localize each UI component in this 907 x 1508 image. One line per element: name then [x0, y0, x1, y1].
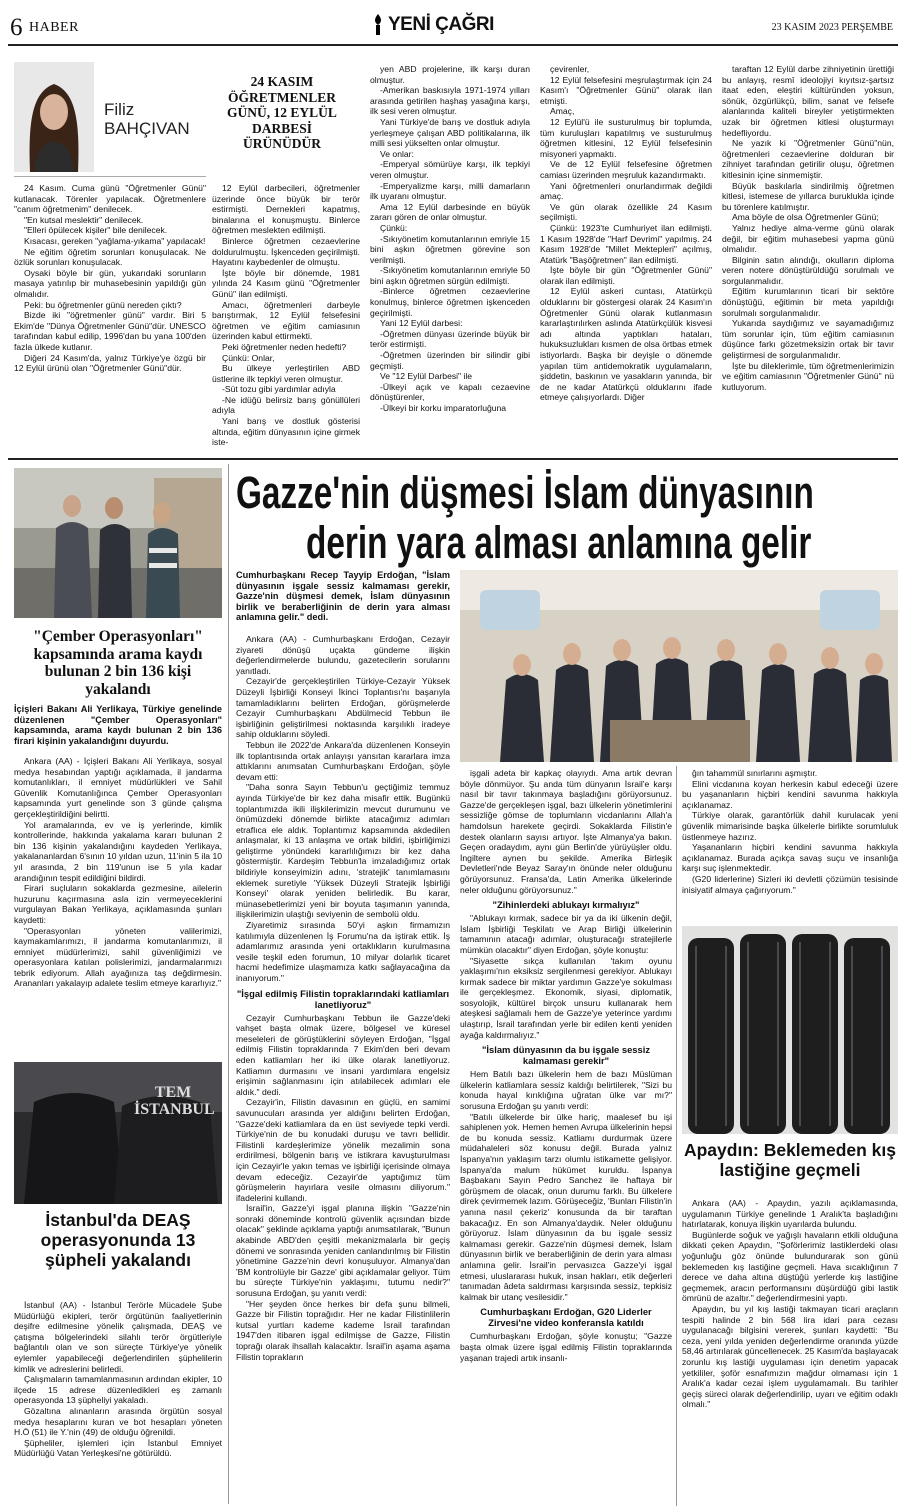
- paragraph: taraftan 12 Eylül darbe zihniyetinin ürettiği bu anlayış, resmî ideolojiyi kıyıtsız-şartsız itaat eden, eleştiri kültüründen yoksun, sönük, özgürlükçü, bilim, sanat ve felsefe alanlarında kaliteli bireyler yetiştirmekten uzak bir öğretmen kitlesi oluşturmayı hedefliyordu.: [722, 64, 894, 138]
- paragraph: yen ABD projelerine, ilk karşı duran olmuştur.: [370, 64, 530, 85]
- paragraph: 24 Kasım. Cuma günü "Öğretmenler Günü" kutlanacak. Törenler yapılacak. Öğretmenlere "canım öğretmenim" denilecek.: [14, 183, 206, 215]
- subheading: Cumhurbaşkanı Erdoğan, G20 Liderler Zirvesi'ne video konferansla katıldı: [480, 1306, 652, 1329]
- paragraph: Tebbun ile 2022'de Ankara'da düzenlenen Konseyin ilk toplantısında ortak anlayışı yansıtan kararlara imza attıklarını anımsatan Cumhurbaşkanı Erdoğan, şöyle devam etti:: [236, 739, 450, 782]
- paragraph: Ve gün olarak özellikle 24 Kasım seçilmişti.: [540, 201, 712, 223]
- paragraph: -Amerikan baskısıyla 1971-1974 yılları arasında getirilen haşhaş yasağına karşı, ilk sesi veren olmuştur.: [370, 85, 530, 117]
- paragraph: Elini vicdanına koyan herkesin kabul edeceği üzere bu yaşananların hiçbiri kendini savunma hakkıyla açıklanamaz.: [682, 778, 898, 810]
- paragraph: -Ne idüğü belirsiz barış gönüllüleri adıyla: [212, 394, 360, 416]
- paragraph: Çalışmaların tamamlanmasının ardından ekipler, 10 ilçede 15 adrese düzenledikleri eş zamanlı operasyonda 13 şüpheliyi yakaladı.: [14, 1374, 222, 1406]
- paragraph: -Öğretmen üzerinden bir silindir gibi geçmişti.: [370, 350, 530, 371]
- paragraph: -Emperyal sömürüye karşı, ilk tepkiyi veren olmuştur.: [370, 159, 530, 180]
- paragraph: Bizde iki "öğretmenler günü" vardır. Biri 5 Ekim'de "Dünya Öğretmenler Günü"dür. UNESCO tarafından kabul edilip, 1996'dan bu yana 100'den fazla ülkede kutlanır.: [14, 310, 206, 352]
- paragraph: 12 Eylül askeri cuntası, Atatürkçü olduklarını bir göstergesi olarak 24 Kasım'ın Öğretmenler Günü olarak kutlanmasın kararlaştırılırken aslında Atatürkçülük kisvesi adı altında yaptıkları hataları, hukuksuzlukları kısmen de olsa örtbas etmek istiyorlardı. Başka bir deyişle o dönemde yapılan tüm antidemokratik uygulamaların, şiddetin, baskının ve yasakların yanında, bir de ne kadar Atatürkçü olduklarını ifade etmeye çalışıyorlardı. Diğer: [540, 286, 712, 403]
- gazze-headline: [236, 468, 898, 568]
- column-col4: [540, 64, 712, 452]
- paragraph: Amacı, öğretmenleri darbeyle barıştırmak, 12 Eylül felsefesini öğretmen ve eğitim camiasının üzerinden kabul ettirmekti.: [212, 299, 360, 342]
- paragraph: "Ablukayı kırmak, sadece bir ya da iki ülkenin değil, İslam İşbirliği Teşkilatı ve Arap Birliği ülkelerinin tamamının atacağı adımlar, oluşturacağı stratejilerle mümkün olacaktır" diyen Erdoğan, şöyle konuştu:: [460, 913, 672, 955]
- column-col1: [14, 183, 206, 451]
- page-number: 6: [10, 14, 23, 41]
- paragraph: -Öğretmen dünyası üzerinde büyük bir terör estirmişti.: [370, 328, 530, 350]
- paragraph: Amaç,: [550, 106, 575, 117]
- subheading: "İşgal edilmiş Filistin topraklarındaki katliamları lanetliyoruz": [236, 987, 450, 1010]
- paragraph: Yol aramalarında, ev ve iş yerlerinde, kimlik kontrollerinde, hakkında yakalama kararı bulunan 2 bin 136 kişinin yakalandığını kaydeden Yerlikaya, yakalananlardan 6'sının 10 yıldan uzun, 11'inin 5 ila 10 yıl arasında, 2 bin 119'unun ise 5 yıla kadar arandığının tespit edildiğini bildirdi.: [14, 819, 222, 883]
- paragraph: Ne eğitim öğretim sorunları konuşulacak. Ne özlük sorunları konuşulacak.: [14, 246, 206, 268]
- deas-title: İstanbul'da DEAŞ operasyonunda 13 şüpheli yakalandı: [40, 1210, 196, 1270]
- tire-title: Apaydın: Beklemeden kış lastiğine geçmeli: [683, 1140, 897, 1180]
- paragraph: Firari suçluların sokaklarda gezmesine, ailelerin huzurunu kaçırmasına asla izin vermeyeceklerini vurgulayan Bakan Yerlikaya, açıklamasında şunları kaydetti:: [14, 883, 222, 925]
- paragraph: -Emperyalizme karşı, milli damarların ilk uyaranı olmuştur.: [370, 180, 530, 202]
- operation-title: "Çember Operasyonları" kapsamında arama kaydı bulunan 2 bin 136 kişi yakalandı: [33, 628, 203, 698]
- gazze-col1: [236, 634, 450, 1504]
- paragraph: Ama 12 Eylül darbesinde en büyük zararı gören de onlar olmuştur.: [370, 201, 530, 223]
- gazze-col3: [682, 768, 898, 920]
- paragraph: Bu ülkeye yerleştirilen ABD üstlerine ilk tepkiyi veren olmuştur.: [212, 363, 360, 384]
- paragraph: Gözaltına alınanların arasında örgütün sosyal medya hesaplarını kuran ve bot hesapları yöneten H.Ö (51) ile Y.'nin (49) de olduğu öğrenildi.: [14, 1405, 222, 1438]
- erdogan-plane-photo: [460, 570, 898, 762]
- paragraph: çevirenler,: [550, 64, 590, 74]
- subheading: "Zihinlerdeki ablukayı kırmalıyız": [492, 899, 640, 911]
- paragraph: -Süt tozu gibi yardımlar adıyla: [222, 384, 336, 395]
- paragraph: Yalnız hediye alma-verme günü olarak değil, bir eğitim muhasebesi yapma günü olmalıdır.: [722, 222, 894, 255]
- paragraph: Cezayir'de gerçekleştirilen Türkiye-Cezayir Yüksek Düzeyli İşbirliği Konseyi İkinci Toplantısı'nı başarıyla tamamladıklarını belirten Erdoğan, görüşmelerde Cezayir Cumhurbaşkanı Abdülmecid Tebbun ile işbirliğinin geliştirilmesi noktasında karşılıklı iradeye sahip olduklarını söyledi.: [236, 676, 450, 740]
- operation-body: [14, 756, 222, 1056]
- paragraph: Yani Türkiye'de barış ve dostluk adıyla yerleşmeye çalışan ABD politikalarına, ilk milli sesi yükselten onlar olmuştur.: [370, 116, 530, 149]
- paragraph: Yaşananların hiçbiri kendini savunma hakkıyla açıklanamaz. Burada açıkça savaş suçu ve insanlığa karşı suç işlenmektedir.: [682, 842, 898, 874]
- paragraph: -Binlerce öğretmen cezaevlerine konulmuş, binlerce öğretmen işkenceden geçirilmişti.: [370, 286, 530, 318]
- paragraph: Türkiye olarak, garantörlük dahil kurulacak yeni güvenlik mimarisinde başka ülkelerle birlikte sorumluluk üstlenmeye hazırız.: [682, 810, 898, 842]
- operation-lead: İçişleri Bakanı Ali Yerlikaya, Türkiye genelinde düzenlenen "Çember Operasyonları" kapsamında, arama kaydı bulunan 2 bin 136 firari kişinin yakalandığını duyurdu.: [14, 704, 222, 746]
- subheading: "İslam dünyasının da bu işgale sessiz kalmaması gerekir": [481, 1044, 651, 1067]
- paragraph: Eğitim kurumlarının ticari bir sektöre dönüştüğü, eğitimin bir meta yapıldığı sorulmalı sorgulanmalıdır.: [722, 286, 894, 318]
- paragraph: Çünkü: Onlar,: [222, 352, 275, 363]
- operation-photo: [14, 468, 222, 618]
- paragraph: İşte böyle bir dönemde, 1981 yılında 24 Kasım günü "Öğretmenler Günü" ilan edilmişti.: [212, 267, 360, 299]
- gazze-headline-line2: derin yara alması anlamına gelir: [306, 517, 812, 568]
- column-title: 24 KASIM ÖĞRETMENLER GÜNÜ, 12 EYLÜL DARBESİ ÜRÜNÜDÜR: [227, 74, 337, 151]
- gazze-headline-line1: Gazze'nin düşmesi İslam dünyasının: [236, 467, 814, 518]
- torch-icon: [371, 14, 385, 36]
- paragraph: Yani barış ve dostluk gösterisi altında, eğitim dünyasının içine girmek iste-: [212, 416, 360, 448]
- paragraph: 12 Eylül felsefesini meşrulaştırmak için 24 Kasım'ı "Öğretmenler Günü" olarak ilan etmişti.: [540, 74, 712, 106]
- paragraph: "Siyasette sıkça kullanılan 'takım oyunu yaklaşımı'nın eksiksiz sergilenmesi gerekiyor. Ablukayı kırmak sadece bir miktar yardımın Gazze'ye sokulması ile gerçekleşmez. Ekonomik, siyasi, diplomatik, sosyolojik, kültürel birçok unsuru kullanarak hem ateşkesi sağlamalı hem de Gazze'ye yeterince yardımı ulaştırıp, İsrail tarafından yerle bir edilen kenti yeniden ayağa kaldırmalıyız.": [460, 955, 672, 1040]
- tire-body: [682, 1198, 898, 1506]
- column-col5: [722, 64, 894, 452]
- paragraph: Ankara (AA) - Cumhurbaşkanı Erdoğan, Cezayir ziyareti dönüşü uçakta gündeme ilişkin değerlendirmelerde bulundu, gazetecilerin sorularını yanıtladı.: [236, 634, 450, 676]
- paragraph: Yani 12 Eylül darbesi:: [380, 318, 463, 329]
- paragraph: "Daha sonra Sayın Tebbun'u geçtiğimiz temmuz ayında Türkiye'de bir kez daha misafir ettik. Bugünkü toplantımızda ikili ilişkilerimizin mevcut durumunu ve önümüzdeki dönemde birlikte atacağımız adımları etraflıca ele aldık. Toplantımız kapsamında akdedilen anlaşmalar, ki 13 anlaşma ve ortak bildiri, işbirliğimizi geliştirme yönündeki kararlılığımızı bir kez daha göstermiştir. Kardeşim Tebbun'la imzaladığımız ortak bildiriyle konseyimizin adını, 'stratejik' tanımlamasını eklemek suretiyle 'Yüksek Düzeyli Stratejik İşbirliği Konseyi' olarak yeniden belirledik. Bu karar, münasebetlerimizi yeni bir boyuta taşımanın yanında, ilişkilerimizin ulaştığı seviyenin de sembolü oldu.: [236, 782, 450, 920]
- paragraph: Cumhurbaşkanı Erdoğan, şöyle konuştu; "Gazze başta olmak üzere işgal edilmiş Filistin topraklarında yaşanan trajedi artık insanlı-: [460, 1331, 672, 1363]
- paragraph: Yukarıda saydığımız ve sayamadığımız tüm sorunlar için, tüm eğitim camiasının düşünce farkı gözetmeksizin ortak bir tavır geliştirmesi de sorgulanmalıdır.: [722, 318, 894, 361]
- paragraph: -Sıkıyönetim komutanlarının emriyle 50 bini aşkın öğretmen sürgün edilmişti.: [370, 265, 530, 286]
- tire-photo: [682, 926, 898, 1134]
- paragraph: Büyük baskılarla sindirilmiş öğretmen kitlesi, istemese de yıllarca buruklukla içinde bu törenlere katılmıştır.: [722, 180, 894, 212]
- paragraph: "Elleri öpülecek kişiler" bile denilecek.: [24, 225, 168, 236]
- section-label: HABER: [29, 20, 79, 35]
- paragraph: Peki: bu öğretmenler günü nereden çıktı?: [24, 299, 182, 310]
- author-first-name: Filiz: [104, 100, 135, 119]
- paragraph: "Her şeyden önce herkes bir defa şunu bilmeli, Gazze bir Filistin toprağıdır. Her ne kadar Filistinlilerin kutsal yurtları kademe kademe İsrail tarafından 1947'den itibaren işgal edilmişse de Gazze, Filistin toprağı olarak ihsallah kalacaktır. İsrail'in aşama aşama Filistin toprakların: [236, 1298, 450, 1362]
- column-col2: [212, 183, 360, 451]
- paragraph: -Ülkeyi açık ve kapalı cezaevine dönüştürenler,: [370, 381, 530, 403]
- column-col3: [370, 64, 530, 452]
- tem-badge: TEM İSTANBUL: [134, 1084, 215, 1118]
- masthead-title: YENİ ÇAĞRI: [388, 14, 494, 35]
- paragraph: (G20 liderlerine) Sizleri iki devletli çözümün tesisinde inisiyatif almaya çağırıyorum.": [682, 873, 898, 895]
- paragraph: Ziyaretimiz sırasında 50'yi aşkın firmamızın katılımıyla düzenlenen İş Forumu'na da iştirak ettik. İş adamlarımız arasında yeni ortaklıkların kurulmasına vesile teşkil eden forumun, 10 milyar dolarlık ticaret hacmi hedefimize ulaşmamıza katkı sağlayacağına da inanıyorum.": [236, 920, 450, 983]
- paragraph: İsrail'in, Gazze'yi işgal planına ilişkin "Gazze'nin sonraki döneminde kontrolü güvenlik açısından bizde olacak" şeklinde açıklama yaptığı anımsatılarak, "Bunun akabinde ABD'den çeşitli mekanizmalarla bir geçiş dönemi ve sonrasında yeniden canlandırılmış bir Filistin yönetimine Gazze'nin devri konuşuluyor. Almanya'dan 'BM kontrolüyle bir Gazze' gibi açıklamalar geliyor. Tüm bu süreçte Türkiye'nin yaklaşımı, tutumu nedir?" sorusuna Erdoğan, şu yanıtı verdi:: [236, 1203, 450, 1299]
- paragraph: İstanbul (AA) - İstanbul Terörle Mücadele Şube Müdürlüğü ekipleri, terör örgütünün faaliyetlerinin deşifre edilmesine yönelik çalışmada, DEAŞ ve çatışma bölgelerindeki silahlı terör örgütleriyle bağlantılı olan ve son süreçte Türkiye'ye yönelik eylemler yapabileceği değerlendirilen şüphelilerin kimlik ve adreslerini belirledi.: [14, 1300, 222, 1374]
- deas-photo: [14, 1062, 222, 1204]
- paragraph: Çünkü:: [380, 222, 408, 233]
- paragraph: Şüpheliler, işlemleri için İstanbul Emniyet Müdürlüğü Vatan Yerleşkesi'ne götürüldü.: [14, 1437, 222, 1459]
- paragraph: "Operasyonları yöneten valilerimizi, kaymakamlarımızı, il jandarma komutanlarımızı, il emniyet müdürlerimizi, sahil güvenliğimizi ve operasyonlara katılan polislerimizi, jandarmalarımızı tebrik ediyorum. Allah ayağınıza taş değdirmesin. Arananları yakalayıp adalete teslim etmeye kararlıyız.": [14, 925, 222, 989]
- paragraph: Apaydın, bu yıl kış lastiği takmayan ticari araçların tespiti halinde 2 bin 568 lira idari para cezası uygulanacağı bilgisini vererek, şunları kaydetti: "Bu ceza, yeni yılda yeniden değerlendirme oranında yüzde 58,46 artırılarak güncellenecek. 25 Kasım'da başlayacak zorunlu kış lastiği uygulaması için denetim yapacak yetkililer, şoför esnafımızın mağdur olmaması için 1 Aralık'a kadar cezai işlem uygulamamalı. Bu tarihler geçiş süreci olarak değerlendirilip, uyarı ve eğitim odaklı olmalı.": [682, 1303, 898, 1410]
- paragraph: Peki öğretmenler neden hedefti?: [222, 341, 347, 352]
- paragraph: "Batılı ülkelerde bir ülke hariç, maalesef bu işi sahiplenen yok. Hemen hemen Avrupa ülkelerinin hepsi de bu konuda sessiz. Katliamı durdurmak üzere müdahaleleri söz konusu değil. Burada yalnız İspanya'nın yaklaşım tarzı olumlu istikamette gelişiyor. İspanya'da malum hükümet kuruldu. İspanya Başbakanı Sayın Pedro Sanchez ile haftaya bir görüşmem de olacak, onun durumu farklı. Bu ülkelere direk çevirmemek lazım. Görüşeceğiz, 'Bunları Filistin'in yanına nasıl çekeriz' konusunda da bir taraftan bakacağız. En son Almanya'daydık. Neler olduğunu görüyoruz. İslam dünyasının da bu işgale sessiz kalmaması gerekir. Gazze'nin düşmesi demek, İslam dünyasının birlik ve beraberliğinin de derin yara alması anlamına gelir. İsrail'in pervasızca Gazze'yi işgal etmesi, uluslararası hukuk, insan hakları, etik değerleri tanımadan âdeta saldırması karşısında sessiz, tepkisiz kalmak bir utanç vesilesidir.": [460, 1111, 672, 1302]
- paragraph: ğın tahammül sınırlarını aşmıştır.: [692, 768, 818, 778]
- paragraph: Ankara (AA) - İçişleri Bakanı Ali Yerlikaya, sosyal medya hesabından yaptığı açıklamada, il jandarma komutanlıkları, il emniyet müdürlükleri ve Sahil Güvenlik Komutanlığınca Çember Operasyonları kapsamında yurt genelinde son 3 günde çalışma gerçekleştirildiğini belirtti.: [14, 756, 222, 819]
- page-header: [0, 0, 907, 46]
- author-last-name: BAHÇIVAN: [104, 119, 190, 138]
- paragraph: 12 Eylül darbecileri, öğretmenler üzerinde önce büyük bir terör estirmişti. Dernekleri kapatmış, binalarına el konuşmuştu. Binlerce öğretmen meslekten edilmişti.: [212, 183, 360, 236]
- paragraph: Ve onlar:: [380, 148, 414, 159]
- author-photo: [14, 62, 94, 172]
- issue-date: 23 KASIM 2023 PERŞEMBE: [771, 22, 893, 33]
- paragraph: işgali adeta bir kapkaç olayıydı. Ama artık devran böyle dönmüyor. Şu anda tüm dünyanın İsrail'e karşı nasıl bir tavır takınmaya başladığını görüyorsunuz. Gazze'de gerçekleşen işgal, bazı ülkelerin yönetimlerini sessizliğe gömse de toplumların vicdanlarını Allah'a hamdolsun harekete geçirdi. Sokaklarda Filistin'e destek olanların sayısı artıyor. İşte Almanya'ya bakın. Geçen oradaydım, aynı gün Berlin'de yürüyüşler oldu. İngiltere aynen bu şekilde. Amerika Birleşik Devletleri'nde Beyaz Saray'ın önünde neler olduğunu görüyorsunuz. Fransa'da, Latin Amerika ülkelerinde neler olduğunu görüyorsunuz.": [460, 768, 672, 895]
- paragraph: Hem Batılı bazı ülkelerin hem de bazı Müslüman ülkelerin katliamlara sessiz kaldığı belirtilerek, "Sizi bu konuda hayal kırıklığına uğratan ülke var mı?" sorusuna Erdoğan şu yanıtı verdi:: [460, 1069, 672, 1112]
- deas-body: [14, 1300, 222, 1505]
- paragraph: Kısacası, gereken "yağlama-yıkama" yapılacak!: [24, 235, 206, 246]
- paragraph: "En kutsal meslektir" denilecek.: [24, 214, 144, 225]
- paragraph: İşte böyle bir gün "Öğretmenler Günü" olarak ilan edilmişti.: [540, 265, 712, 286]
- paragraph: İşte bu dileklerimle, tüm öğretmenlerimizin ve eğitim camiasının "Öğretmenler Günü" nü kutluyorum.: [722, 360, 894, 392]
- masthead-logo: [371, 12, 494, 38]
- gazze-col2: [460, 768, 672, 1506]
- paragraph: Ne yazık ki "Öğretmenler Günü"nün, öğretmenleri cezaevlerine dolduran bir zihniyet tarafından getirilir oluşu, öğretmen kitlesinin içine sinmemiştir.: [722, 138, 894, 180]
- paragraph: Ama böyle de olsa Öğretmenler Günü;: [732, 212, 879, 223]
- paragraph: Bilginin satın alındığı, okulların diploma veren notere dönüştürüldüğü sorulmalı ve sorgulanmalıdır.: [722, 254, 894, 286]
- paragraph: Cezayir Cumhurbaşkanı Tebbun ile Gazze'deki vahşet başta olmak üzere, bölgesel ve küresel meseleleri de görüştüklerini söyleyen Erdoğan, "İşgal edilmiş Filistin topraklarında 7 Ekim'den beri devam eden katliamları her iki ülke olarak lanetliyoruz. Katliamın durmasını ve insani yardımlara engelsiz erişimin sağlanmasını için atılabilecek adımları ele aldık." dedi.: [236, 1012, 450, 1097]
- gazze-lead: Cumhurbaşkanı Recep Tayyip Erdoğan, "İslam dünyasının işgale sessiz kalmaması gerekir, Gazze'nin düşmesi demek, İslam dünyasının birlik ve beraberliğinin de derin yara alması anlamına gelir." dedi.: [236, 570, 450, 623]
- paragraph: Cezayir'in, Filistin davasının en güçlü, en samimi savunucuları arasında yer aldığını belirten Erdoğan, "Gazze'deki katliamlara da en üst seviyede tepki verdi. Türkiye'nin de bu konudaki duruşu ve tavrı bellidir. Filistinli kardeşlerimize yönelik mezalimin sona erdirilmesi, bölgenin barış ve istikrara kavuşturulması için Cezayir'le yakın temas ve işbirliği içerisinde olmaya devam edeceğiz. Cezayir'de yaptığımız tüm görüşmelerin hayırlara vesile olmasını diliyorum." ifadelerini kullandı.: [236, 1097, 450, 1203]
- paragraph: Ve "12 Eylül Darbesi" ile: [380, 371, 473, 382]
- paragraph: Oysaki böyle bir gün, yukarıdaki sorunların masaya yatırılıp bir muhasebesinin yapıldığı gün olmalıdır.: [14, 267, 206, 299]
- paragraph: Ve de 12 Eylül felsefesine öğretmen camiası üzerinden meşruluk kazandırmaktı.: [540, 159, 712, 180]
- paragraph: Yani öğretmenleri onurlandırmak değildi amaç.: [540, 180, 712, 202]
- paragraph: Bugünlerde soğuk ve yağışlı havaların etkili olduğuna dikkati çeken Apaydın, "Şoförlerimiz lastiklerdeki olası yoğunluğu göz önünde bulundurarak son günü beklemeden kış lastiğine geçmeli. Hava sıcaklığının 7 derece ve daha altına düştüğü yerlerde kış lastiğine geçmemek, aracın performansını düşürdüğü gibi lastik ömrünü de azaltır." değerlendirmesini yaptı.: [682, 1229, 898, 1304]
- paragraph: 12 Eylül'ü ile susturulmuş bir toplumda, tüm kuruluşları kapatılmış ve susturulmuş öğretmen kitlesini, 12 Eylül felsefesinin misyoneri yapmaktı.: [540, 116, 712, 159]
- paragraph: Diğeri 24 Kasım'da, yalnız Türkiye'ye özgü bir 12 Eylül ürünü olan "Öğretmenler Günü"dür.: [14, 352, 206, 374]
- paragraph: -Ülkeyi bir korku imparatorluğuna: [380, 403, 507, 413]
- paragraph: Binlerce öğretmen cezaevlerine doldurulmuştu. İşkenceden geçirilmişti. Hayatını kaybedenler de olmuştu.: [212, 235, 360, 268]
- paragraph: Ankara (AA) - Apaydın, yazılı açıklamasında, uygulamanın Türkiye genelinde 1 Aralık'ta başladığını hatırlatarak, konuya ilişkin uyarılarda bulundu.: [682, 1198, 898, 1230]
- paragraph: Çünkü: 1923'te Cumhuriyet ilan edilmişti. 1 Kasım 1928'de "Harf Devrimi" yapılmış. 24 Kasım 1928'de "Millet Mektepleri" açılmış, Atatürk "Başöğretmen" ilan edilmişti.: [540, 222, 712, 265]
- paragraph: -Sıkıyönetim komutanlarının emriyle 15 bini aşkın öğretmen görevine son verilmişti.: [370, 233, 530, 265]
